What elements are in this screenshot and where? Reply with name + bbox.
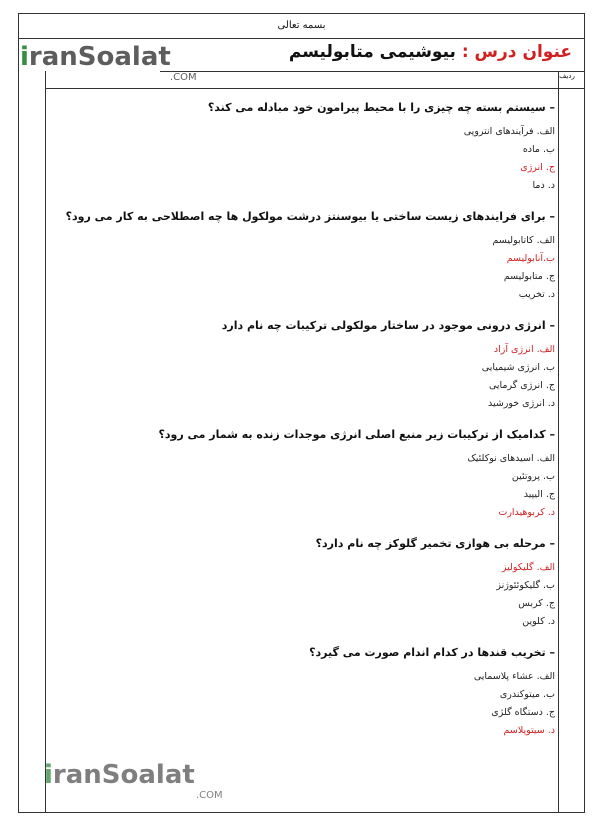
watermark-letter-i: i bbox=[44, 760, 53, 790]
question-text: – انرژی درونی موجود در ساختار مولکولی ترکیبات چه نام دارد bbox=[221, 319, 555, 332]
answer-option: ب. گلیکوئئوژنز bbox=[496, 580, 555, 591]
question-text: – مرحله بی هوازی تخمیر گلوکز چه نام دارد؟ bbox=[315, 537, 555, 550]
radif-column-header: ردیف bbox=[559, 72, 575, 80]
title-label: عنوان درس : bbox=[461, 42, 572, 62]
question-block bbox=[50, 425, 555, 522]
answer-option: ب. انرژی شیمیایی bbox=[481, 362, 555, 373]
question-text: – سیستم بسته چه چیزی را با محیط پیرامون خود مبادله می کند؟ bbox=[207, 101, 555, 114]
answer-option: ج. متابولیسم bbox=[503, 271, 555, 282]
question-block bbox=[50, 643, 555, 740]
answer-option: ب. میتوکندری bbox=[499, 689, 555, 700]
answer-option: د. کلوین bbox=[522, 616, 555, 627]
iransoalat-logo bbox=[20, 42, 197, 83]
page-title bbox=[289, 42, 572, 62]
answer-option: ب. ماده bbox=[522, 144, 555, 155]
answer-option-correct: ب.آنابولیسم bbox=[506, 253, 555, 264]
basmala: بسمه تعالی bbox=[277, 20, 326, 31]
iransoalat-watermark bbox=[44, 760, 223, 801]
answer-option: الف. فرآیندهای انتروپی bbox=[463, 126, 555, 137]
answer-option: ج. انرژی گرمایی bbox=[488, 380, 555, 391]
title-divider bbox=[160, 71, 585, 72]
answer-option: الف. اسیدهای نوکلئیک bbox=[467, 453, 555, 464]
logo-text: ranSoalat bbox=[28, 42, 171, 72]
watermark-com: .COM bbox=[196, 790, 223, 801]
question-block bbox=[50, 316, 555, 413]
question-text: – کدامیک از ترکیبات زیر منبع اصلی انرژی موجدات زنده به شمار می رود؟ bbox=[158, 428, 555, 441]
answer-option: ب. پروتئین bbox=[511, 471, 555, 482]
answer-option-correct: ج. انرژی bbox=[520, 162, 555, 173]
answer-option: د. دما bbox=[532, 180, 555, 191]
left-column-line bbox=[45, 71, 46, 813]
answer-option: ج. الیپید bbox=[523, 489, 555, 500]
answer-option: ج. دستگاه گلژی bbox=[491, 707, 555, 718]
logo-com: .COM bbox=[170, 72, 197, 83]
answer-option: ج. کربس bbox=[518, 598, 555, 609]
answer-option-correct: د. سیتوپلاسم bbox=[503, 725, 555, 736]
answer-option: الف. عشاء پلاسمایی bbox=[473, 671, 555, 682]
question-block bbox=[50, 534, 555, 631]
answer-option-correct: د. کربوهیدارت bbox=[498, 507, 555, 518]
answer-option-correct: الف. گلیکولیز bbox=[501, 562, 555, 573]
answer-option: د. انرژی خورشید bbox=[487, 398, 555, 409]
header-divider bbox=[18, 38, 585, 39]
answer-option-correct: الف. انرژی آزاد bbox=[493, 344, 555, 355]
watermark-text: ranSoalat bbox=[52, 760, 195, 790]
question-text: – تخریب قندها در کدام اندام صورت می گیرد؟ bbox=[309, 646, 555, 659]
answer-option: الف. کاتابولیسم bbox=[492, 235, 555, 246]
question-text: – برای فرایندهای زیست ساختی یا بیوسنتز درشت مولکول ها چه اصطلاحی به کار می رود؟ bbox=[65, 210, 555, 223]
title-subject: بیوشیمی متابولیسم bbox=[288, 42, 456, 62]
question-block bbox=[50, 98, 555, 195]
logo-letter-i: i bbox=[20, 42, 29, 72]
radif-column-line bbox=[558, 71, 559, 813]
table-header-divider bbox=[45, 88, 585, 89]
question-list bbox=[50, 98, 555, 752]
answer-option: د. تخریب bbox=[518, 289, 555, 300]
question-block bbox=[50, 207, 555, 304]
